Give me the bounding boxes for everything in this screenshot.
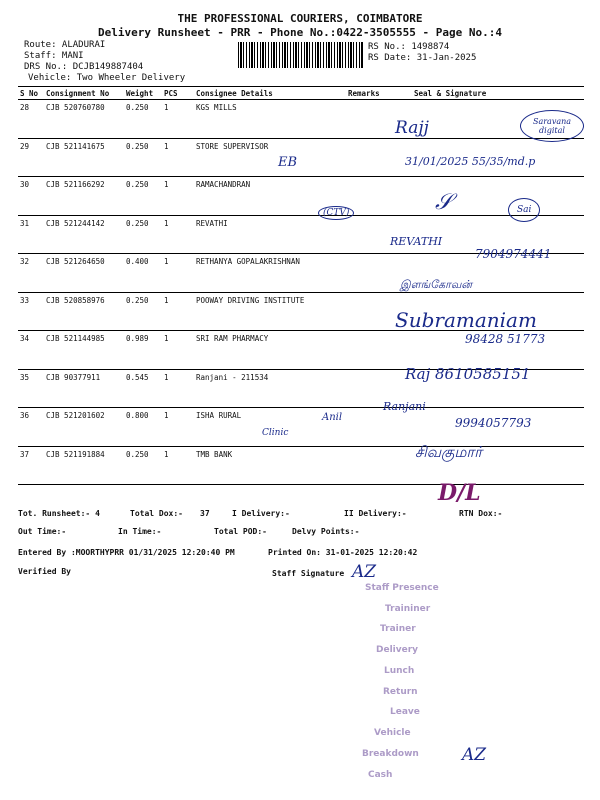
- rs-date: RS Date: 31-Jan-2025: [368, 53, 477, 63]
- printed-on: Printed On: 31-01-2025 12:20:42: [268, 548, 418, 557]
- stamp-line: Cash: [368, 770, 393, 780]
- vehicle: Vehicle: Two Wheeler Delivery: [28, 73, 186, 83]
- cell-consignee: POOWAY DRIVING INSTITUTE: [194, 292, 346, 331]
- col-remarks: Remarks: [346, 87, 404, 100]
- handwritten-phone: 98428 51773: [465, 332, 546, 346]
- col-consignee: Consignee Details: [194, 87, 346, 100]
- cell-cons: CJB 521144985: [44, 331, 124, 370]
- cell-weight: 0.989: [124, 331, 162, 370]
- cell-sno: 37: [18, 446, 44, 485]
- cell-cons: CJB 521244142: [44, 215, 124, 254]
- rs-number: RS No.: 1498874: [368, 42, 450, 52]
- cell-pcs: 1: [162, 138, 194, 177]
- stamp-line: Return: [383, 687, 418, 697]
- handwritten-name: Ranjani: [383, 400, 426, 413]
- cell-cons: CJB 521264650: [44, 254, 124, 293]
- cell-pcs: 1: [162, 177, 194, 216]
- handwritten-sign: 31/01/2025 55/35/md.p: [405, 155, 536, 168]
- handwritten-sign: 𝒮: [435, 190, 453, 215]
- cell-weight: 0.250: [124, 446, 162, 485]
- barcode: [238, 42, 363, 68]
- cell-pcs: 1: [162, 408, 194, 447]
- cell-cons: CJB 521201602: [44, 408, 124, 447]
- cell-sno: 29: [18, 138, 44, 177]
- cell-weight: 0.250: [124, 138, 162, 177]
- cell-consignee: RAMACHANDRAN: [194, 177, 346, 216]
- handwritten-dl: D/L: [438, 480, 481, 506]
- cell-cons: CJB 521166292: [44, 177, 124, 216]
- stamp-line: Vehicle: [374, 728, 411, 738]
- i-delivery: I Delivery:-: [232, 509, 290, 518]
- cell-consignee: REVATHI: [194, 215, 346, 254]
- cell-consignee: Ranjani - 211534: [194, 369, 346, 408]
- runsheet-subtitle: Delivery Runsheet - PRR - Phone No.:0422-3505555 - Page No.:4: [98, 26, 502, 39]
- cell-weight: 0.800: [124, 408, 162, 447]
- stamp-line: Trainer: [380, 624, 416, 634]
- cell-pcs: 1: [162, 446, 194, 485]
- col-pcs: PCS: [162, 87, 194, 100]
- handwritten-sign: Raj 8610585151: [405, 365, 531, 383]
- tot-runsheet: Tot. Runsheet:- 4: [18, 509, 100, 518]
- handwritten-note: Saravana digital: [520, 110, 584, 142]
- cell-weight: 0.400: [124, 254, 162, 293]
- stamp-line: Traininer: [385, 604, 431, 614]
- stamp-line: Leave: [390, 707, 420, 717]
- total-dox-value: 37: [200, 509, 210, 518]
- cell-consignee: TMB BANK: [194, 446, 346, 485]
- staff-signature-label: Staff Signature: [272, 569, 345, 578]
- stamp-line: Delivery: [376, 645, 419, 655]
- cell-sno: 34: [18, 331, 44, 370]
- in-time: In Time:-: [118, 527, 162, 536]
- cell-weight: 0.250: [124, 177, 162, 216]
- cell-sno: 36: [18, 408, 44, 447]
- handwritten-phone: 9994057793: [455, 416, 532, 430]
- handwritten-sign: சிவகுமார்: [415, 443, 483, 461]
- cell-pcs: 1: [162, 369, 194, 408]
- handwritten-note: (CTV): [318, 206, 354, 220]
- stamp-line: Lunch: [384, 666, 415, 676]
- company-title: THE PROFESSIONAL COURIERS, COIMBATORE: [177, 12, 423, 25]
- cell-sno: 32: [18, 254, 44, 293]
- cell-weight: 0.250: [124, 100, 162, 139]
- total-dox-label: Total Dox:-: [130, 509, 183, 518]
- cell-consignee: RETHANYA GOPALAKRISHNAN: [194, 254, 346, 293]
- handwritten-note: Anil: [322, 412, 343, 423]
- delvy-points: Delvy Points:-: [292, 527, 360, 536]
- entered-by: Entered By :MOORTHYPRR 01/31/2025 12:20:40 PM: [18, 548, 235, 557]
- cell-sno: 35: [18, 369, 44, 408]
- handwritten-name: REVATHI: [390, 235, 443, 248]
- total-pod: Total POD:-: [214, 527, 267, 536]
- cell-pcs: 1: [162, 254, 194, 293]
- cell-cons: CJB 521141675: [44, 138, 124, 177]
- cell-cons: CJB 90377911: [44, 369, 124, 408]
- cell-consignee: SRI RAM PHARMACY: [194, 331, 346, 370]
- handwritten-note: EB: [278, 155, 298, 170]
- cell-weight: 0.250: [124, 215, 162, 254]
- handwritten-name: இளங்கோவன்: [400, 278, 473, 291]
- cell-cons: CJB 521191884: [44, 446, 124, 485]
- table-header-row: [18, 87, 584, 100]
- cell-pcs: 1: [162, 100, 194, 139]
- handwritten-phone: 7904974441: [475, 247, 552, 261]
- cell-consignee: ISHA RURAL: [194, 408, 346, 447]
- rtn-dox: RTN Dox:-: [459, 509, 503, 518]
- staff: Staff: MANI: [24, 51, 84, 61]
- verified-by: Verified By: [18, 567, 71, 576]
- cell-sno: 31: [18, 215, 44, 254]
- stamp-line: Breakdown: [362, 749, 419, 759]
- cell-pcs: 1: [162, 292, 194, 331]
- cell-cons: CJB 520760780: [44, 100, 124, 139]
- handwritten-note: Clinic: [262, 428, 289, 438]
- cell-sno: 30: [18, 177, 44, 216]
- out-time: Out Time:-: [18, 527, 67, 536]
- cell-sno: 28: [18, 100, 44, 139]
- table-row: [18, 446, 584, 485]
- table-row: [18, 177, 584, 216]
- cell-consignee: STORE SUPERVISOR: [194, 138, 346, 177]
- route: Route: ALADURAI: [24, 40, 106, 50]
- handwritten-name: Subramaniam: [395, 308, 537, 332]
- cell-pcs: 1: [162, 331, 194, 370]
- cell-cons: CJB 520858976: [44, 292, 124, 331]
- cell-weight: 0.545: [124, 369, 162, 408]
- col-sno: S No: [18, 87, 44, 100]
- col-seal: Seal & Signature: [404, 87, 584, 100]
- cell-weight: 0.250: [124, 292, 162, 331]
- col-consignment: Consignment No: [44, 87, 124, 100]
- drs-number: DRS No.: DCJB149887404: [24, 62, 144, 72]
- ii-delivery: II Delivery:-: [344, 509, 407, 518]
- stamp-line: Staff Presence: [365, 583, 439, 593]
- table-row: [18, 100, 584, 139]
- staff-signature-2: AZ: [462, 745, 487, 765]
- cell-consignee: KGS MILLS: [194, 100, 346, 139]
- cell-sno: 33: [18, 292, 44, 331]
- cell-pcs: 1: [162, 215, 194, 254]
- handwritten-sign: Rajj: [395, 118, 429, 138]
- staff-signature: AZ: [352, 562, 377, 582]
- col-weight: Weight: [124, 87, 162, 100]
- handwritten-note: Sai: [508, 198, 540, 222]
